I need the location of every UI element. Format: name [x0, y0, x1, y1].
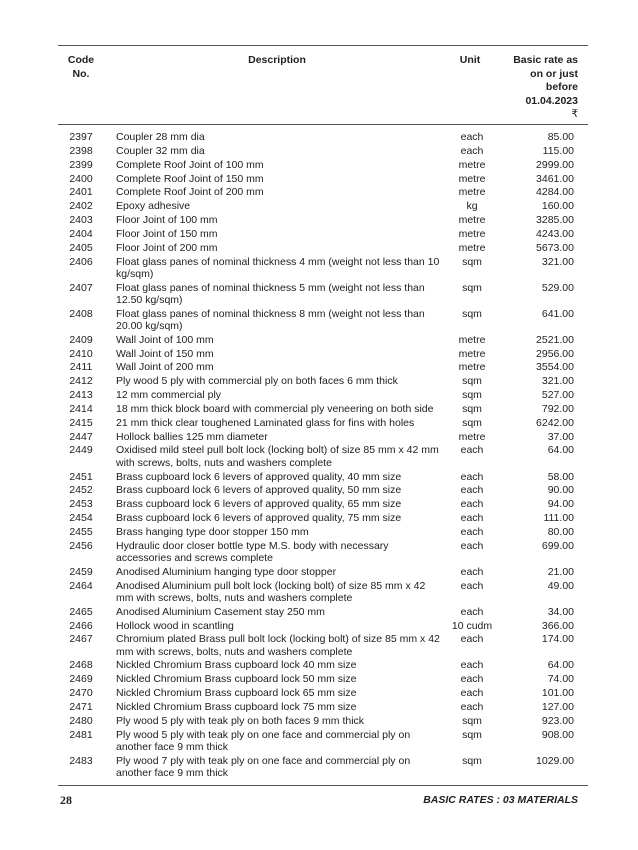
row-description: Float glass panes of nominal thickness 4 mm (weight not less than 10 kg/sqm) [116, 255, 440, 280]
row-description: Hollock ballies 125 mm diameter [116, 430, 268, 443]
row-description: Complete Roof Joint of 150 mm [116, 172, 264, 185]
row-rate: 321.00 [541, 255, 574, 268]
table-row [0, 282, 638, 308]
table-row [0, 214, 638, 228]
row-code: 2398 [69, 144, 93, 157]
section-title: BASIC RATES : 03 MATERIALS [423, 794, 578, 806]
table-row [0, 512, 638, 526]
row-rate: 111.00 [543, 512, 574, 525]
table-row [0, 580, 638, 606]
table-row [0, 659, 638, 673]
row-rate: 366.00 [541, 619, 574, 632]
row-unit: sqm [462, 375, 482, 388]
row-description: Nickled Chromium Brass cupboard lock 65 mm size [116, 687, 357, 700]
row-unit: metre [458, 241, 486, 254]
row-code: 2411 [69, 361, 93, 374]
row-unit: each [460, 444, 484, 457]
row-rate: 101.00 [541, 687, 574, 700]
row-unit: each [460, 605, 484, 618]
table-top-rule [58, 45, 588, 46]
row-description: Anodised Aluminium pull bolt lock (locking bolt) of size 85 mm x 42 mm with screws, bolts, nuts and washers complete [116, 579, 426, 604]
row-rate: 2521.00 [536, 333, 574, 346]
row-rate: 4284.00 [536, 186, 574, 199]
row-unit: each [460, 565, 484, 578]
row-unit: sqm [462, 281, 482, 294]
row-code: 2413 [69, 389, 93, 402]
table-row [0, 633, 638, 659]
row-unit: metre [458, 333, 486, 346]
table-row [0, 256, 638, 282]
row-code: 2465 [69, 605, 93, 618]
row-description: Floor Joint of 150 mm [116, 227, 218, 240]
row-description: 12 mm commercial ply [116, 389, 222, 402]
row-rate: 2999.00 [536, 158, 574, 171]
row-description: Brass hanging type door stopper 150 mm [116, 525, 309, 538]
row-unit: metre [458, 158, 486, 171]
row-description: Nickled Chromium Brass cupboard lock 50 mm size [116, 673, 357, 686]
page-number: 28 [60, 793, 72, 807]
row-description: Coupler 32 mm dia [116, 144, 205, 157]
row-description: Anodised Aluminium hanging type door stopper [116, 565, 337, 578]
row-unit: sqm [462, 402, 482, 415]
row-code: 2404 [69, 227, 93, 240]
table-row [0, 242, 638, 256]
row-unit: sqm [462, 754, 482, 767]
row-rate: 641.00 [541, 307, 574, 320]
table-row [0, 498, 638, 512]
table-row [0, 755, 638, 781]
row-rate: 321.00 [541, 375, 574, 388]
table-row [0, 308, 638, 334]
row-description: Floor Joint of 200 mm [116, 241, 218, 254]
row-unit: metre [458, 172, 486, 185]
row-code: 2480 [69, 714, 93, 727]
row-unit: sqm [462, 389, 482, 402]
row-rate: 3285.00 [536, 214, 574, 227]
row-rate: 5673.00 [536, 241, 574, 254]
row-rate: 527.00 [541, 389, 574, 402]
row-code: 2483 [69, 754, 93, 767]
table-row [0, 348, 638, 362]
header-bottom-rule [58, 124, 588, 125]
table-row [0, 701, 638, 715]
row-description: Complete Roof Joint of 200 mm [116, 186, 264, 199]
row-description: Hydraulic door closer bottle type M.S. body with necessary accessories and screws complete [116, 539, 389, 564]
table-bottom-rule [58, 785, 588, 786]
table-row [0, 620, 638, 634]
currency-symbol: ₹ [571, 108, 578, 121]
table-row [0, 540, 638, 566]
table-row [0, 715, 638, 729]
rates-table-body [0, 131, 638, 781]
row-description: Nickled Chromium Brass cupboard lock 75 mm size [116, 700, 357, 713]
row-unit: sqm [462, 714, 482, 727]
row-unit: each [460, 131, 484, 143]
row-description: Float glass panes of nominal thickness 8 mm (weight not less than 20.00 kg/sqm) [116, 307, 425, 332]
table-row [0, 471, 638, 485]
row-code: 2455 [69, 525, 93, 538]
row-code: 2412 [69, 375, 93, 388]
row-rate: 2956.00 [536, 347, 574, 360]
table-row [0, 673, 638, 687]
row-code: 2464 [69, 579, 93, 592]
row-description: Ply wood 5 ply with teak ply on both faces 9 mm thick [116, 714, 365, 727]
table-row [0, 228, 638, 242]
row-unit: metre [458, 361, 486, 374]
row-description: Oxidised mild steel pull bolt lock (locking bolt) of size 85 mm x 42 mm with screws, bolts, nuts and washers complete [116, 444, 439, 469]
row-rate: 3461.00 [536, 172, 574, 185]
table-row [0, 131, 638, 145]
row-rate: 64.00 [547, 444, 574, 457]
basic-rate-label: Basic rate as on or just before 01.04.2023 [513, 54, 578, 107]
row-description: Float glass panes of nominal thickness 5 mm (weight not less than 12.50 kg/sqm) [116, 281, 425, 306]
table-row [0, 431, 638, 445]
row-description: Wall Joint of 150 mm [116, 347, 214, 360]
row-rate: 908.00 [541, 728, 574, 741]
row-code: 2466 [69, 619, 93, 632]
row-description: Floor Joint of 100 mm [116, 214, 218, 227]
row-unit: each [460, 512, 484, 525]
table-row [0, 417, 638, 431]
row-description: Coupler 28 mm dia [116, 131, 205, 143]
row-code: 2456 [69, 539, 93, 552]
table-row [0, 145, 638, 159]
table-row [0, 389, 638, 403]
row-code: 2408 [69, 307, 93, 320]
column-header-code: Code No. [67, 54, 95, 80]
row-unit: metre [458, 214, 486, 227]
row-rate: 699.00 [541, 539, 574, 552]
row-code: 2452 [69, 484, 93, 497]
row-code: 2471 [69, 700, 93, 713]
row-rate: 80.00 [547, 525, 574, 538]
table-row [0, 484, 638, 498]
table-row [0, 444, 638, 470]
row-code: 2399 [69, 158, 93, 171]
table-row [0, 729, 638, 755]
row-description: Wall Joint of 200 mm [116, 361, 214, 374]
table-row [0, 403, 638, 417]
table-row [0, 375, 638, 389]
row-unit: each [460, 659, 484, 672]
row-code: 2403 [69, 214, 93, 227]
table-row [0, 526, 638, 540]
row-unit: sqm [462, 728, 482, 741]
row-unit: kg [466, 200, 478, 213]
row-code: 2409 [69, 333, 93, 346]
column-header-basic-rate [508, 54, 578, 122]
row-rate: 174.00 [541, 633, 574, 646]
row-description: Wall Joint of 100 mm [116, 333, 214, 346]
row-description: Chromium plated Brass pull bolt lock (locking bolt) of size 85 mm x 42 mm with screws, bolts, nuts and washers complete [116, 633, 440, 658]
row-unit: each [460, 539, 484, 552]
row-unit: each [460, 687, 484, 700]
row-code: 2453 [69, 498, 93, 511]
row-rate: 127.00 [541, 700, 574, 713]
row-description: 18 mm thick block board with commercial ply veneering on both side [116, 402, 434, 415]
row-code: 2454 [69, 512, 93, 525]
row-rate: 58.00 [547, 470, 574, 483]
row-code: 2407 [69, 281, 93, 294]
row-code: 2447 [69, 430, 93, 443]
row-unit: each [460, 700, 484, 713]
table-row [0, 566, 638, 580]
row-code: 2468 [69, 659, 93, 672]
row-unit: each [460, 633, 484, 646]
row-rate: 37.00 [547, 430, 574, 443]
row-rate: 21.00 [547, 565, 574, 578]
row-description: Brass cupboard lock 6 levers of approved quality, 75 mm size [116, 512, 402, 525]
row-description: 21 mm thick clear toughened Laminated glass for fins with holes [116, 416, 415, 429]
row-code: 2459 [69, 565, 93, 578]
row-code: 2410 [69, 347, 93, 360]
row-rate: 160.00 [541, 200, 574, 213]
row-rate: 64.00 [547, 659, 574, 672]
row-code: 2449 [69, 444, 93, 457]
row-description: Anodised Aluminium Casement stay 250 mm [116, 605, 325, 618]
row-code: 2451 [69, 470, 93, 483]
row-code: 2467 [69, 633, 93, 646]
row-rate: 4243.00 [536, 227, 574, 240]
table-row [0, 200, 638, 214]
row-unit: each [460, 525, 484, 538]
column-header-unit: Unit [459, 54, 481, 66]
row-code: 2397 [69, 131, 93, 143]
table-row [0, 361, 638, 375]
table-row [0, 334, 638, 348]
row-unit: 10 cudm [451, 619, 493, 632]
row-rate: 3554.00 [536, 361, 574, 374]
row-description: Ply wood 7 ply with teak ply on one face and commercial ply on another face 9 mm thick [116, 754, 411, 779]
row-rate: 49.00 [547, 579, 574, 592]
row-unit: each [460, 484, 484, 497]
row-rate: 115.00 [542, 144, 574, 157]
row-rate: 34.00 [547, 605, 574, 618]
row-code: 2405 [69, 241, 93, 254]
row-code: 2400 [69, 172, 93, 185]
row-description: Nickled Chromium Brass cupboard lock 40 mm size [116, 659, 357, 672]
table-row [0, 159, 638, 173]
row-description: Brass cupboard lock 6 levers of approved quality, 50 mm size [116, 484, 402, 497]
table-row [0, 173, 638, 187]
row-code: 2415 [69, 416, 93, 429]
row-description: Ply wood 5 ply with commercial ply on both faces 6 mm thick [116, 375, 398, 388]
row-unit: each [460, 144, 484, 157]
row-unit: metre [458, 347, 486, 360]
row-description: Brass cupboard lock 6 levers of approved quality, 65 mm size [116, 498, 402, 511]
row-rate: 529.00 [541, 281, 574, 294]
row-code: 2469 [69, 673, 93, 686]
row-unit: each [460, 579, 484, 592]
row-description: Ply wood 5 ply with teak ply on one face and commercial ply on another face 9 mm thick [116, 728, 411, 753]
row-rate: 74.00 [547, 673, 574, 686]
row-unit: sqm [462, 307, 482, 320]
row-code: 2470 [69, 687, 93, 700]
row-description: Brass cupboard lock 6 levers of approved quality, 40 mm size [116, 470, 402, 483]
row-unit: metre [458, 227, 486, 240]
row-unit: sqm [462, 255, 482, 268]
row-description: Epoxy adhesive [116, 200, 191, 213]
column-header-description: Description [248, 54, 306, 66]
row-code: 2406 [69, 255, 93, 268]
row-code: 2481 [69, 728, 93, 741]
row-unit: metre [458, 186, 486, 199]
row-description: Complete Roof Joint of 100 mm [116, 158, 264, 171]
row-rate: 923.00 [541, 714, 574, 727]
row-code: 2414 [69, 402, 93, 415]
row-unit: metre [458, 430, 486, 443]
row-code: 2402 [69, 200, 93, 213]
row-unit: each [460, 498, 484, 511]
row-rate: 94.00 [547, 498, 574, 511]
row-unit: each [460, 673, 484, 686]
table-row [0, 606, 638, 620]
table-row [0, 186, 638, 200]
row-rate: 90.00 [547, 484, 574, 497]
row-rate: 1029.00 [536, 754, 574, 767]
row-rate: 792.00 [541, 402, 574, 415]
row-description: Hollock wood in scantling [116, 619, 234, 632]
table-row [0, 687, 638, 701]
row-code: 2401 [69, 186, 93, 199]
row-rate: 6242.00 [536, 416, 574, 429]
row-unit: each [460, 470, 484, 483]
row-rate: 85.00 [547, 131, 574, 143]
row-unit: sqm [462, 416, 482, 429]
